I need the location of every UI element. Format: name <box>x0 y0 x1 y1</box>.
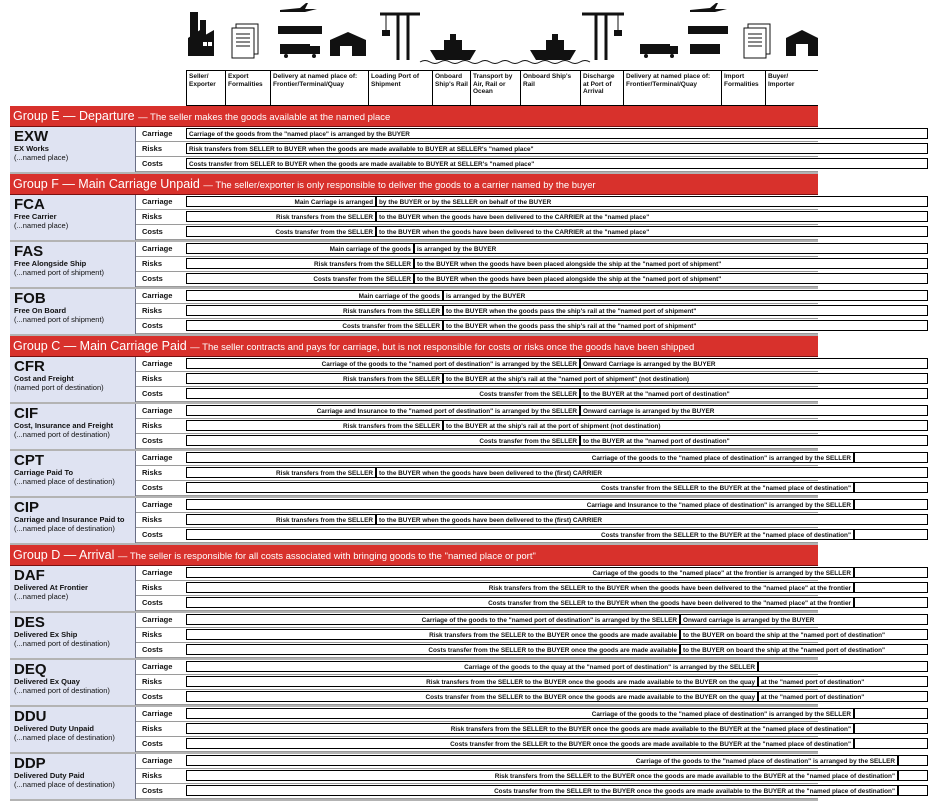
row-label: Risks <box>142 212 163 221</box>
term-place: (...named place) <box>14 592 69 601</box>
responsibility-segment: to the BUYER when the goods have been delivered to the CARRIER at the "named place" <box>376 226 928 237</box>
truck-icon <box>278 3 322 58</box>
row-label: Costs <box>142 598 163 607</box>
responsibility-segment: to the BUYER when the goods have been delivered to the (first) CARRIER <box>376 514 928 525</box>
obligation-row <box>136 434 818 449</box>
responsibility-segment: Main Carriage is arranged <box>186 196 376 207</box>
responsibility-segment: Costs transfer from the SELLER <box>186 226 376 237</box>
row-label: Carriage <box>142 197 173 206</box>
term-code: CIF <box>14 405 39 422</box>
responsibility-segment: Carriage of the goods from the "named place" is arranged by the BUYER <box>186 128 928 139</box>
term-block <box>10 404 818 451</box>
incoterms-chart <box>10 106 895 801</box>
responsibility-segment <box>854 452 928 463</box>
responsibility-segment: to the BUYER at the "named port of destination" <box>580 388 928 399</box>
row-label: Carriage <box>142 709 173 718</box>
obligation-row <box>136 289 818 304</box>
row-label: Carriage <box>142 406 173 415</box>
obligation-row <box>136 613 818 628</box>
group-title: Group D — Arrival <box>13 548 115 562</box>
responsibility-segment <box>898 755 928 766</box>
row-label: Risks <box>142 583 163 592</box>
responsibility-segment: Risk transfers from SELLER to BUYER when the goods are made available to BUYER at SELLER's "named place" <box>186 143 928 154</box>
obligation-row <box>136 769 895 784</box>
term-name: Cost, Insurance and Freight <box>14 421 114 430</box>
responsibility-segment <box>854 499 928 510</box>
responsibility-segment: Carriage of the goods to the "named place of destination" is arranged by the SELLER <box>186 452 854 463</box>
responsibility-segment: Costs transfer from the SELLER to the BUYER at the "named place of destination" <box>186 529 854 540</box>
responsibility-segment: Risk transfers from the SELLER to the BUYER once the goods are made available to the BUYER at the "named place of destination" <box>186 723 854 734</box>
responsibility-segment: to the BUYER at the ship's rail at the "named port of shipment" (not destination) <box>443 373 928 384</box>
obligation-row <box>136 419 818 434</box>
responsibility-segment: Onward carriage is arranged by the BUYER <box>580 405 928 416</box>
responsibility-segment <box>854 738 928 749</box>
responsibility-segment: to the BUYER when the goods have been placed alongside the ship at the "named port of shipment" <box>414 258 928 269</box>
term-label <box>10 195 136 240</box>
stage-label: Delivery at named place of: Frontier/Terminal/Quay <box>270 71 368 105</box>
responsibility-segment: Costs transfer from SELLER to BUYER when the goods are made available to BUYER at SELLER's "named place" <box>186 158 928 169</box>
group-header <box>10 106 818 127</box>
responsibility-segment: Risk transfers from the SELLER <box>186 305 443 316</box>
responsibility-segment: Risk transfers from the SELLER to the BUYER once the goods are made available to the BUYER at the "named place of destination" <box>186 770 898 781</box>
row-label: Carriage <box>142 291 173 300</box>
term-place: (...named port of shipment) <box>14 268 105 277</box>
group-header <box>10 545 818 566</box>
ship-icon <box>530 34 576 60</box>
term-code: DDP <box>14 755 46 772</box>
responsibility-segment: Costs transfer from the SELLER to the BUYER once the goods are made available to the BUYER at the "named place of destination" <box>186 738 854 749</box>
row-label: Carriage <box>142 615 173 624</box>
term-label <box>10 754 136 799</box>
responsibility-segment: is arranged by the BUYER <box>414 243 928 254</box>
obligation-row <box>136 660 818 675</box>
responsibility-segment: Costs transfer from the SELLER to the BUYER once the goods are made available <box>186 644 680 655</box>
stage-label: Onboard Ship's Rail <box>520 71 580 105</box>
warehouse-icon <box>330 32 366 56</box>
row-label: Costs <box>142 692 163 701</box>
obligation-row <box>136 596 851 611</box>
obligation-row <box>136 127 818 142</box>
crane-icon <box>380 14 420 60</box>
row-label: Risks <box>142 630 163 639</box>
obligation-row <box>136 272 818 287</box>
responsibility-segment: Risk transfers from the SELLER to the BUYER once the goods are made available to the BUYER on the quay <box>186 676 758 687</box>
obligation-row <box>136 737 851 752</box>
responsibility-segment: Carriage of the goods to the quay at the "named port of destination" is arranged by the SELLER <box>186 661 758 672</box>
term-name: Delivered Ex Ship <box>14 630 78 639</box>
responsibility-segment: Risk transfers from the SELLER to the BUYER when the goods have been delivered to the "named place" at the frontier <box>186 582 854 593</box>
responsibility-segment: Onward carriage is arranged by the BUYER <box>680 614 928 625</box>
stage-label: Seller/ Exporter <box>186 71 225 105</box>
row-label: Carriage <box>142 756 173 765</box>
obligation-row <box>136 225 818 240</box>
ship-icon <box>430 34 476 60</box>
responsibility-segment: Risk transfers from the SELLER <box>186 467 376 478</box>
row-label: Costs <box>142 483 163 492</box>
group-header <box>10 174 818 195</box>
crane-icon <box>582 14 624 60</box>
responsibility-segment: Carriage and Insurance to the "named place of destination" is arranged by the SELLER <box>186 499 854 510</box>
term-code: DES <box>14 614 45 631</box>
term-label <box>10 289 136 334</box>
row-label: Risks <box>142 144 163 153</box>
term-block <box>10 613 886 660</box>
stage-label: Loading Port of Shipment <box>368 71 432 105</box>
term-block <box>10 289 818 336</box>
term-code: FAS <box>14 243 44 260</box>
transport-stage-illustrations <box>0 0 822 70</box>
responsibility-segment: Risk transfers from the SELLER to the BUYER once the goods are made available <box>186 629 680 640</box>
obligation-row <box>136 581 851 596</box>
row-label: Risks <box>142 306 163 315</box>
term-block <box>10 498 851 545</box>
term-block <box>10 660 865 707</box>
row-label: Risks <box>142 468 163 477</box>
obligation-row <box>136 304 818 319</box>
obligation-row <box>136 528 851 543</box>
responsibility-segment: Carriage of the goods to the "named port of destination" is arranged by the SELLER <box>186 614 680 625</box>
row-label: Costs <box>142 739 163 748</box>
row-label: Risks <box>142 771 163 780</box>
obligation-row <box>136 210 818 225</box>
term-name: Delivered Duty Unpaid <box>14 724 95 733</box>
term-code: FCA <box>14 196 45 213</box>
stage-label: Discharge at Port of Arrival <box>580 71 623 105</box>
responsibility-segment: Costs transfer from the SELLER to the BUYER once the goods are made available to the BUYER on the quay <box>186 691 758 702</box>
term-label <box>10 613 136 658</box>
term-name: Cost and Freight <box>14 374 74 383</box>
obligation-row <box>136 195 818 210</box>
responsibility-segment <box>758 661 928 672</box>
responsibility-segment: Costs transfer from the SELLER <box>186 273 414 284</box>
obligation-row <box>136 466 818 481</box>
obligation-row <box>136 643 886 658</box>
group-title: Group C — Main Carriage Paid <box>13 339 187 353</box>
responsibility-segment: is arranged by the BUYER <box>443 290 928 301</box>
term-label <box>10 707 136 752</box>
responsibility-segment: Carriage and Insurance to the "named port of destination" is arranged by the SELLER <box>186 405 580 416</box>
term-label <box>10 451 136 496</box>
term-code: FOB <box>14 290 46 307</box>
row-label: Costs <box>142 786 163 795</box>
obligation-row <box>136 498 851 513</box>
responsibility-segment: to the BUYER when the goods have been placed alongside the ship at the "named port of shipment" <box>414 273 928 284</box>
row-label: Costs <box>142 530 163 539</box>
obligation-row <box>136 566 851 581</box>
stage-header-row <box>186 70 818 106</box>
row-label: Risks <box>142 724 163 733</box>
obligation-row <box>136 722 851 737</box>
row-label: Carriage <box>142 244 173 253</box>
responsibility-segment: Costs transfer from the SELLER <box>186 320 443 331</box>
term-label <box>10 404 136 449</box>
stage-label: Delivery at named place of: Frontier/Terminal/Quay <box>623 71 721 105</box>
obligation-row <box>136 675 865 690</box>
responsibility-segment: Main carriage of the goods <box>186 243 414 254</box>
responsibility-segment: Main carriage of the goods <box>186 290 443 301</box>
responsibility-segment: Carriage of the goods to the "named place of destination" is arranged by the SELLER <box>186 708 854 719</box>
row-label: Risks <box>142 259 163 268</box>
term-block <box>10 566 851 613</box>
responsibility-segment: to the BUYER at the ship's rail at the port of shipment (not destination) <box>443 420 928 431</box>
responsibility-segment: to the BUYER at the "named port of destination" <box>580 435 928 446</box>
row-label: Risks <box>142 677 163 686</box>
obligation-row <box>136 690 865 705</box>
row-label: Carriage <box>142 568 173 577</box>
term-block <box>10 357 818 404</box>
responsibility-segment: Carriage of the goods to the "named place" at the frontier is arranged by the SELLER <box>186 567 854 578</box>
responsibility-segment <box>854 597 928 608</box>
term-block <box>10 754 895 801</box>
responsibility-segment: to the BUYER on board the ship at the "named port of destination" <box>680 629 928 640</box>
term-name: Delivered Ex Quay <box>14 677 80 686</box>
group-title: Group E — Departure <box>13 109 135 123</box>
group-description: — The seller is responsible for all costs associated with bringing goods to the "named place or port" <box>117 551 536 562</box>
group-header <box>10 336 818 357</box>
responsibility-segment: by the BUYER or by the SELLER on behalf of the BUYER <box>376 196 928 207</box>
warehouse-icon <box>786 30 818 56</box>
responsibility-segment: to the BUYER when the goods have been delivered to the CARRIER at the "named place" <box>376 211 928 222</box>
obligation-row <box>136 387 818 402</box>
responsibility-segment: Risk transfers from the SELLER <box>186 211 376 222</box>
term-block <box>10 707 851 754</box>
term-place: (...named port of destination) <box>14 686 110 695</box>
row-label: Costs <box>142 321 163 330</box>
row-label: Carriage <box>142 662 173 671</box>
responsibility-segment: to the BUYER on board the ship at the "named port of destination" <box>680 644 928 655</box>
responsibility-segment <box>854 482 928 493</box>
term-code: DAF <box>14 567 45 584</box>
term-place: (...named place of destination) <box>14 477 115 486</box>
row-label: Risks <box>142 515 163 524</box>
row-label: Costs <box>142 645 163 654</box>
row-label: Carriage <box>142 500 173 509</box>
stage-label: Import Formalities <box>721 71 765 105</box>
responsibility-segment <box>898 785 928 796</box>
responsibility-segment: Risk transfers from the SELLER <box>186 514 376 525</box>
obligation-row <box>136 157 818 172</box>
responsibility-segment: at the "named port of destination" <box>758 676 928 687</box>
term-name: EX Works <box>14 144 49 153</box>
term-code: CPT <box>14 452 44 469</box>
term-code: DEQ <box>14 661 47 678</box>
obligation-row <box>136 357 818 372</box>
term-code: CIP <box>14 499 40 516</box>
term-label <box>10 660 136 705</box>
obligation-row <box>136 319 818 334</box>
row-label: Carriage <box>142 359 173 368</box>
documents-icon <box>232 24 258 58</box>
truck-icon <box>640 3 728 58</box>
group-description: — The seller/exporter is only responsible to deliver the goods to a carrier named by the buyer <box>203 180 596 191</box>
obligation-row <box>136 372 818 387</box>
term-block <box>10 451 851 498</box>
responsibility-segment: Costs transfer from the SELLER to the BUYER at the "named place of destination" <box>186 482 854 493</box>
responsibility-segment: Carriage of the goods to the "named port of destination" is arranged by the SELLER <box>186 358 580 369</box>
responsibility-segment: Costs transfer from the SELLER to the BUYER once the goods are made available to the BUYER at the "named place of destination" <box>186 785 898 796</box>
responsibility-segment: Onward Carriage is arranged by the BUYER <box>580 358 928 369</box>
term-place: (...named place) <box>14 221 69 230</box>
obligation-row <box>136 481 851 496</box>
group-title: Group F — Main Carriage Unpaid <box>13 177 200 191</box>
stage-label: Onboard Ship's Rail <box>432 71 470 105</box>
responsibility-segment <box>854 708 928 719</box>
obligation-row <box>136 707 851 722</box>
term-name: Free Alongside Ship <box>14 259 87 268</box>
obligation-row <box>136 784 895 799</box>
obligation-row <box>136 257 818 272</box>
row-label: Costs <box>142 274 163 283</box>
term-name: Carriage Paid To <box>14 468 74 477</box>
term-place: (named port of destination) <box>14 383 104 392</box>
responsibility-segment: Carriage of the goods to the "named place of destination" is arranged by the SELLER <box>186 755 898 766</box>
term-place: (...named place of destination) <box>14 780 115 789</box>
term-label <box>10 357 136 402</box>
row-label: Costs <box>142 436 163 445</box>
term-block <box>10 195 818 242</box>
term-label <box>10 242 136 287</box>
responsibility-segment: Costs transfer from the SELLER to the BUYER when the goods have been delivered to the "named place" at the frontier <box>186 597 854 608</box>
term-label <box>10 498 136 543</box>
responsibility-segment: Risk transfers from the SELLER <box>186 258 414 269</box>
responsibility-segment <box>898 770 928 781</box>
documents-icon <box>744 24 770 58</box>
responsibility-segment <box>854 723 928 734</box>
term-label <box>10 127 136 172</box>
stage-label: Transport by Air, Rail or Ocean <box>470 71 520 105</box>
term-code: CFR <box>14 358 45 375</box>
term-name: Carriage and Insurance Paid to <box>14 515 125 524</box>
obligation-row <box>136 513 818 528</box>
responsibility-segment <box>854 567 928 578</box>
obligation-row <box>136 404 818 419</box>
term-code: DDU <box>14 708 47 725</box>
term-place: (...named place of destination) <box>14 524 115 533</box>
responsibility-segment <box>854 582 928 593</box>
term-place: (...named port of destination) <box>14 639 110 648</box>
row-label: Risks <box>142 421 163 430</box>
term-block <box>10 242 818 289</box>
group-description: — The seller contracts and pays for carriage, but is not responsible for costs or risks once the goods have been shipped <box>190 342 695 353</box>
term-code: EXW <box>14 128 49 145</box>
term-place: (...named port of shipment) <box>14 315 105 324</box>
term-place: (...named place) <box>14 153 69 162</box>
responsibility-segment: Costs transfer from the SELLER <box>186 388 580 399</box>
row-label: Costs <box>142 389 163 398</box>
obligation-row <box>136 754 895 769</box>
row-label: Costs <box>142 159 163 168</box>
responsibility-segment: to the BUYER when the goods have been delivered to the (first) CARRIER <box>376 467 928 478</box>
group-description: — The seller makes the goods available at the named place <box>138 112 391 123</box>
factory-icon <box>188 12 214 56</box>
obligation-row <box>136 451 851 466</box>
responsibility-segment: to the BUYER when the goods pass the ship's rail at the "named port of shipment" <box>443 305 928 316</box>
term-name: Delivered Duty Paid <box>14 771 85 780</box>
term-block <box>10 127 818 174</box>
stage-label: Export Formalities <box>225 71 270 105</box>
obligation-row <box>136 142 818 157</box>
term-name: Delivered At Frontier <box>14 583 88 592</box>
term-name: Free Carrier <box>14 212 57 221</box>
row-label: Carriage <box>142 129 173 138</box>
obligation-row <box>136 242 818 257</box>
responsibility-segment: Costs transfer from the SELLER <box>186 435 580 446</box>
term-name: Free On Board <box>14 306 67 315</box>
obligation-row <box>136 628 886 643</box>
row-label: Costs <box>142 227 163 236</box>
row-label: Carriage <box>142 453 173 462</box>
stage-label: Buyer/ Importer <box>765 71 818 105</box>
responsibility-segment: at the "named port of destination" <box>758 691 928 702</box>
responsibility-segment <box>854 529 928 540</box>
term-place: (...named place of destination) <box>14 733 115 742</box>
row-label: Risks <box>142 374 163 383</box>
term-place: (...named port of destination) <box>14 430 110 439</box>
responsibility-segment: Risk transfers from the SELLER <box>186 420 443 431</box>
term-label <box>10 566 136 611</box>
responsibility-segment: to the BUYER when the goods pass the ship's rail at the "named port of shipment" <box>443 320 928 331</box>
responsibility-segment: Risk transfers from the SELLER <box>186 373 443 384</box>
